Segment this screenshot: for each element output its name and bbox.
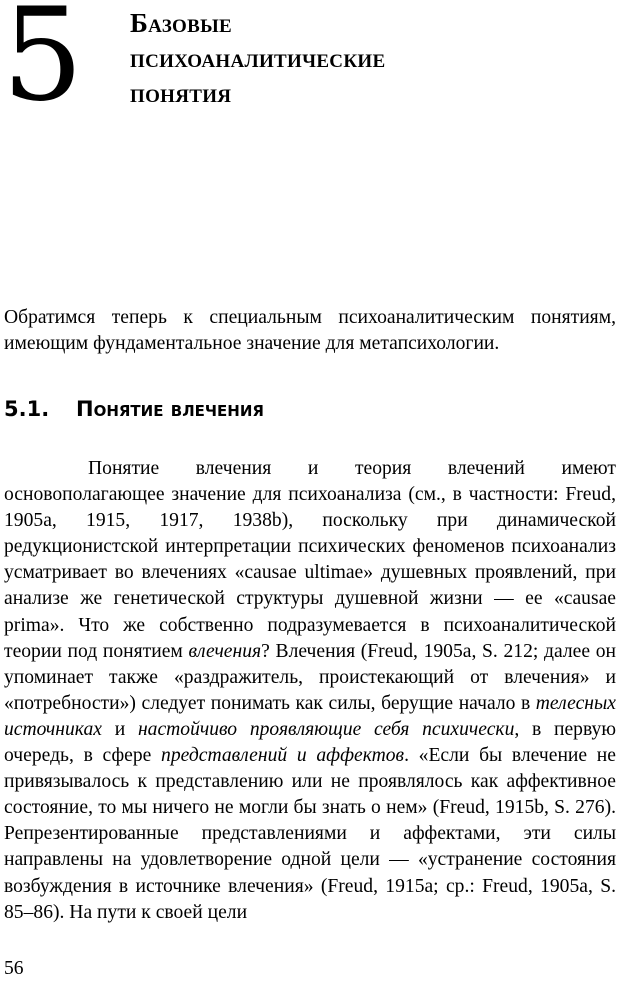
chapter-title-line-3: понятия <box>130 78 232 108</box>
paragraph-text-2: ? Влечения (Freud, 1905a, S. 212; далее он упоминает также «раздражитель, проистекающий от влечения» и «потребности») следует понимать как силы, берущие начало в <box>4 640 616 714</box>
paragraph-text-1: Понятие влечения и теория влечений имеют основополагающее значение для психоанализа (см., в частности: Freud, 1905a, 1915, 1917, 1938b), поскольку при динамической редукционистской интерпретации психических феноменов психоанализ усматривает во влечениях «causae ultimae» душевных проявлений, при анализе же генетической структуры душевной жизни — ее «causae prima». Что же собственно подразумевается в психоаналитической теории под понятием <box>4 458 616 662</box>
emphasis-drive: влечения <box>188 640 262 662</box>
emphasis-ideas-affects: представлений и аффектов <box>161 745 405 767</box>
chapter-title <box>130 6 385 111</box>
chapter-title-line-2: психоаналитические <box>130 43 386 73</box>
paragraph-text-3: и <box>101 718 138 740</box>
emphasis-psychic-manifestation: настойчиво проявляющие себя психически <box>137 718 515 740</box>
paragraph-text-5: . «Если бы влечение не привязывалось к представлению или не проявлялось как аффективное состояние, то мы ничего не могли бы знать о нем» (Freud, 1915b, S. 276). Репрезентированные представлениями и аффектами, эти силы направлены на удовлетворение одной цели — «устранение состояния возбуждения в источнике влечения» (Freud, 1915a; ср.: Freud, 1905a, S. 85–86). На пути к своей цели <box>4 745 616 923</box>
paragraph-text-4: , в первую очередь, в сфере <box>4 718 616 767</box>
emphasis-bodily-sources: телесных источниках <box>4 692 616 740</box>
intro-paragraph: Обратимся теперь к специальным психоаналитическим понятиям, имеющим фундаментальное значение для метапсихологии. <box>4 307 616 355</box>
body-paragraph <box>4 456 616 926</box>
section-title: Понятие влечения <box>76 397 264 421</box>
section-heading <box>4 397 264 421</box>
section-number: 5.1. <box>4 397 50 421</box>
chapter-title-line-1: Базовые <box>130 8 233 38</box>
chapter-number: 5 <box>2 0 84 130</box>
page-number: 56 <box>4 958 24 979</box>
